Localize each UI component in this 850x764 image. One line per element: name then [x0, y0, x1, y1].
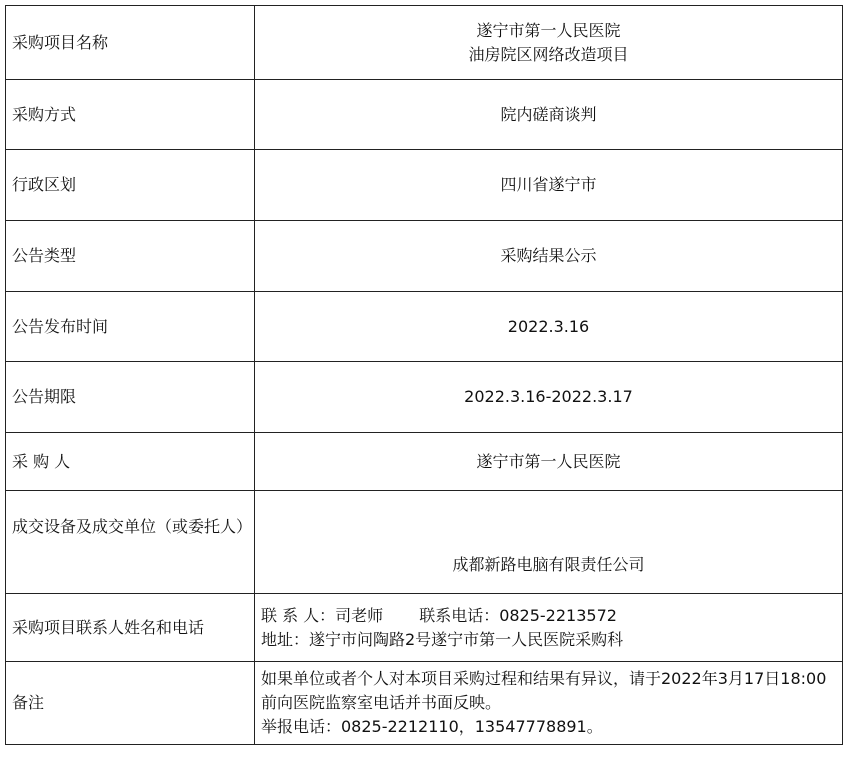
remarks-cell	[255, 662, 843, 745]
row-label-winning-bidder: 成交设备及成交单位（或委托人）	[6, 491, 255, 594]
row-label-remarks: 备注	[6, 662, 255, 745]
contact-person: 联 系 人：司老师	[261, 605, 384, 625]
table-row	[6, 6, 843, 80]
table-row	[6, 221, 843, 292]
table-row	[6, 292, 843, 362]
row-label-region: 行政区划	[6, 150, 255, 221]
row-label-publish-time: 公告发布时间	[6, 292, 255, 362]
row-label-project-name: 采购项目名称	[6, 6, 255, 80]
remark-text: 如果单位或者个人对本项目采购过程和结果有异议，请于2022年3月17日18:00前向医院监察室电话并书面反映。	[261, 669, 827, 712]
table-row	[6, 80, 843, 150]
table-row	[6, 433, 843, 491]
contact-cell	[255, 594, 843, 662]
purchaser-value: 遂宁市第一人民医院	[255, 433, 843, 491]
procurement-method-value: 院内磋商谈判	[255, 80, 843, 150]
row-label-contact: 采购项目联系人姓名和电话	[6, 594, 255, 662]
contact-phone: 联系电话：0825-2213572	[419, 605, 617, 625]
region-value: 四川省遂宁市	[255, 150, 843, 221]
winning-bidder-value: 成都新路电脑有限责任公司	[255, 491, 843, 594]
table-row	[6, 362, 843, 433]
contact-line	[261, 604, 836, 628]
project-name-line-2: 油房院区网络改造项目	[468, 44, 629, 64]
row-label-purchaser: 采 购 人	[6, 433, 255, 491]
procurement-result-table	[5, 5, 843, 745]
project-name-line-1: 遂宁市第一人民医院	[476, 20, 621, 40]
project-name-cell	[255, 6, 843, 80]
contact-address: 地址：遂宁市问陶路2号遂宁市第一人民医院采购科	[261, 629, 624, 649]
table-row	[6, 662, 843, 745]
notice-period-value: 2022.3.16-2022.3.17	[255, 362, 843, 433]
table-row	[6, 491, 843, 594]
row-label-procurement-method: 采购方式	[6, 80, 255, 150]
report-phone-text: 举报电话：0825-2212110，13547778891。	[261, 717, 603, 736]
table-row	[6, 594, 843, 662]
row-label-notice-type: 公告类型	[6, 221, 255, 292]
table-row	[6, 150, 843, 221]
notice-type-value: 采购结果公示	[255, 221, 843, 292]
row-label-notice-period: 公告期限	[6, 362, 255, 433]
publish-time-value: 2022.3.16	[255, 292, 843, 362]
